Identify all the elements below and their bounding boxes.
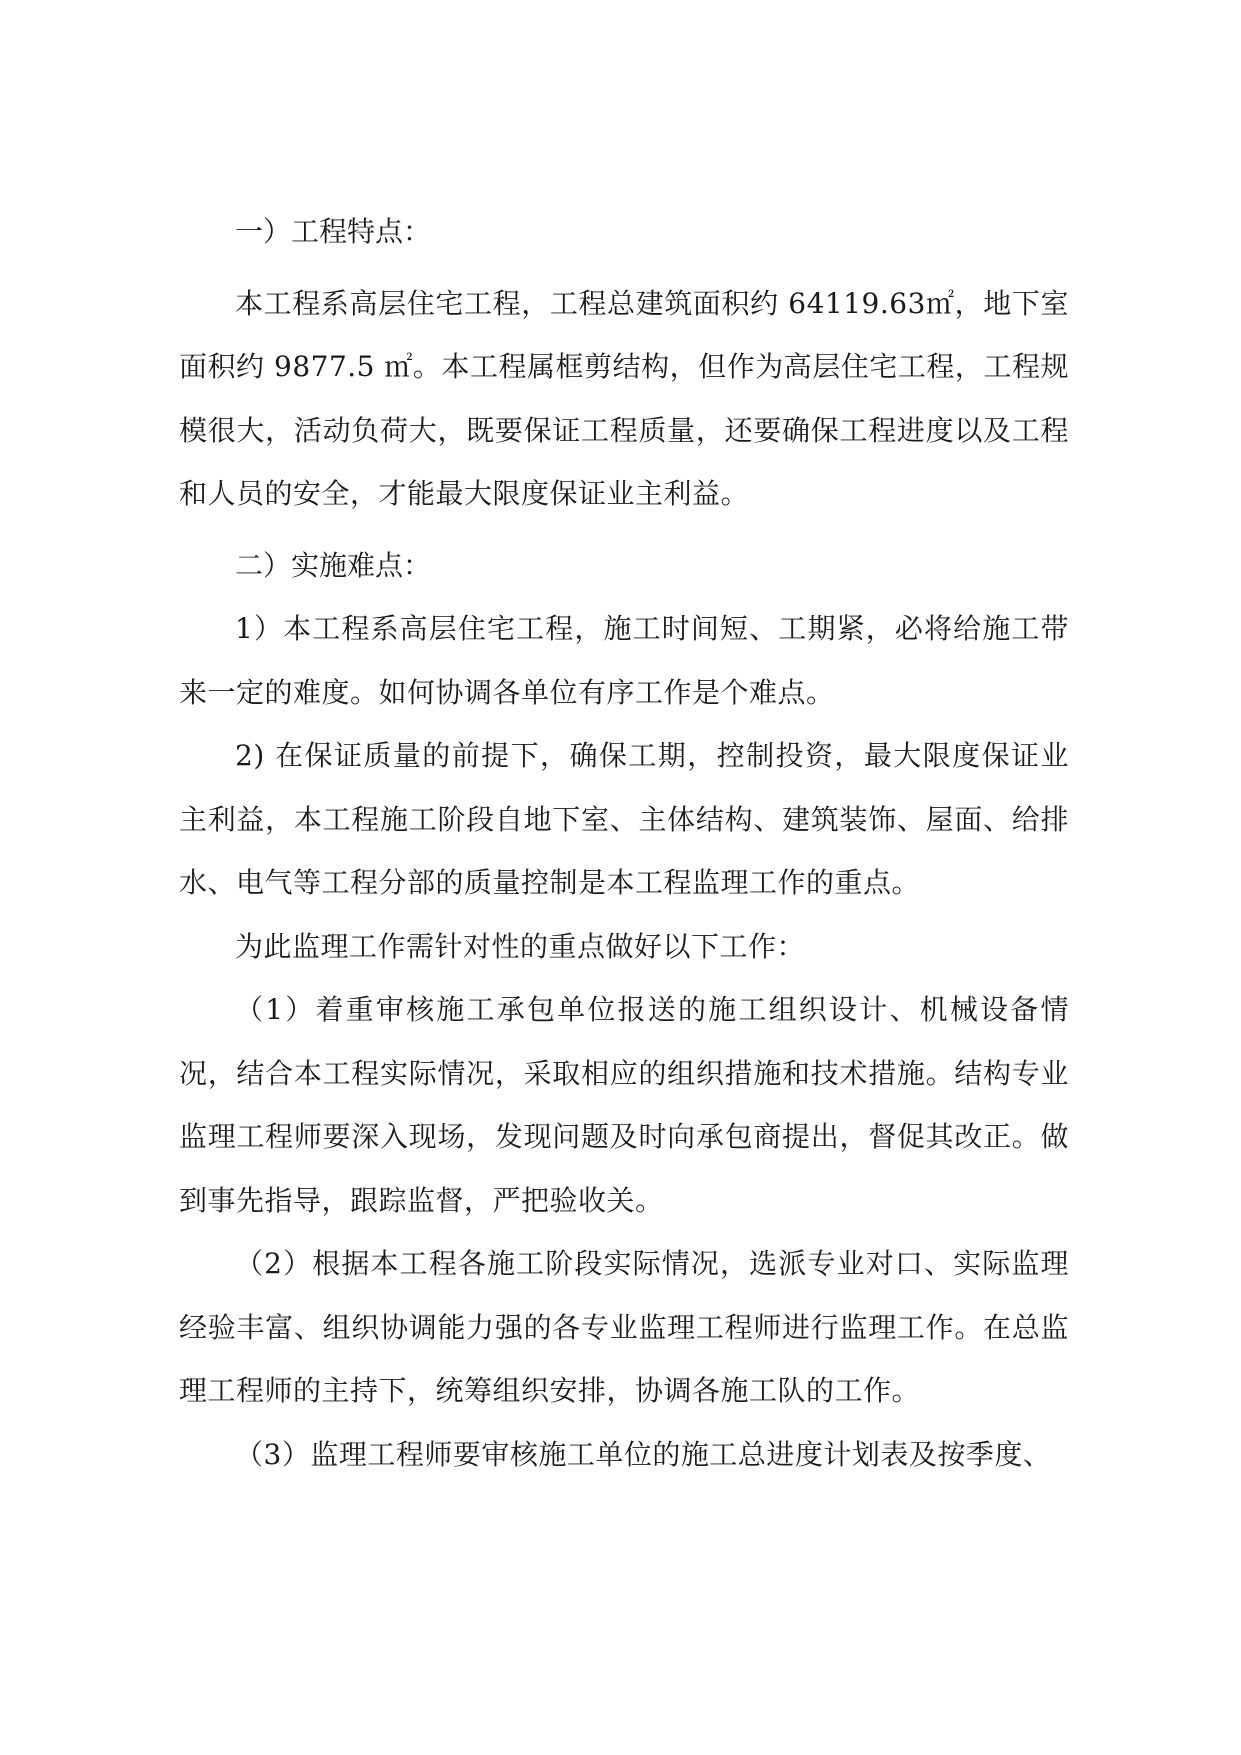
paragraph-measure-2: （2）根据本工程各施工阶段实际情况，选派专业对口、实际监理经验丰富、组织协调能力强的各专业监理工程师进行监理工作。在总监理工程师的主持下，统筹组织安排，协调各施工队的工作。: [179, 1247, 1069, 1407]
paragraph-measure-1: （1）着重审核施工承包单位报送的施工组织设计、机械设备情况，结合本工程实际情况，采取相应的组织措施和技术措施。结构专业监理工程师要深入现场，发现问题及时向承包商提出，督促其改正。做到事先指导，跟踪监督，严把验收关。: [179, 993, 1069, 1217]
paragraph-measure-3: （3）监理工程师要审核施工单位的施工总进度计划表及按季度、: [235, 1437, 1052, 1471]
paragraph-project-features: 本工程系高层住宅工程，工程总建筑面积约 64119.63㎡，地下室面积约 9877.5 ㎡。本工程属框剪结构，但作为高层住宅工程，工程规模很大，活动负荷大，既要保证工程质量，还要确保工程进度以及工程和人员的安全，才能最大限度保证业主利益。: [179, 286, 1069, 510]
section-heading-difficulties: 二）实施难点：: [235, 548, 432, 582]
paragraph-intro: 为此监理工作需针对性的重点做好以下工作：: [235, 929, 806, 963]
section-heading-features: 一）工程特点：: [235, 215, 432, 248]
paragraph-difficulty-1: 1）本工程系高层住宅工程，施工时间短、工期紧，必将给施工带来一定的难度。如何协调各单位有序工作是个难点。: [179, 612, 1069, 709]
document-body: [179, 200, 1069, 1486]
paragraph-difficulty-2: 2) 在保证质量的前提下，确保工期，控制投资，最大限度保证业主利益，本工程施工阶段自地下室、主体结构、建筑装饰、屋面、给排水、电气等工程分部的质量控制是本工程监理工作的重点。: [179, 739, 1069, 899]
